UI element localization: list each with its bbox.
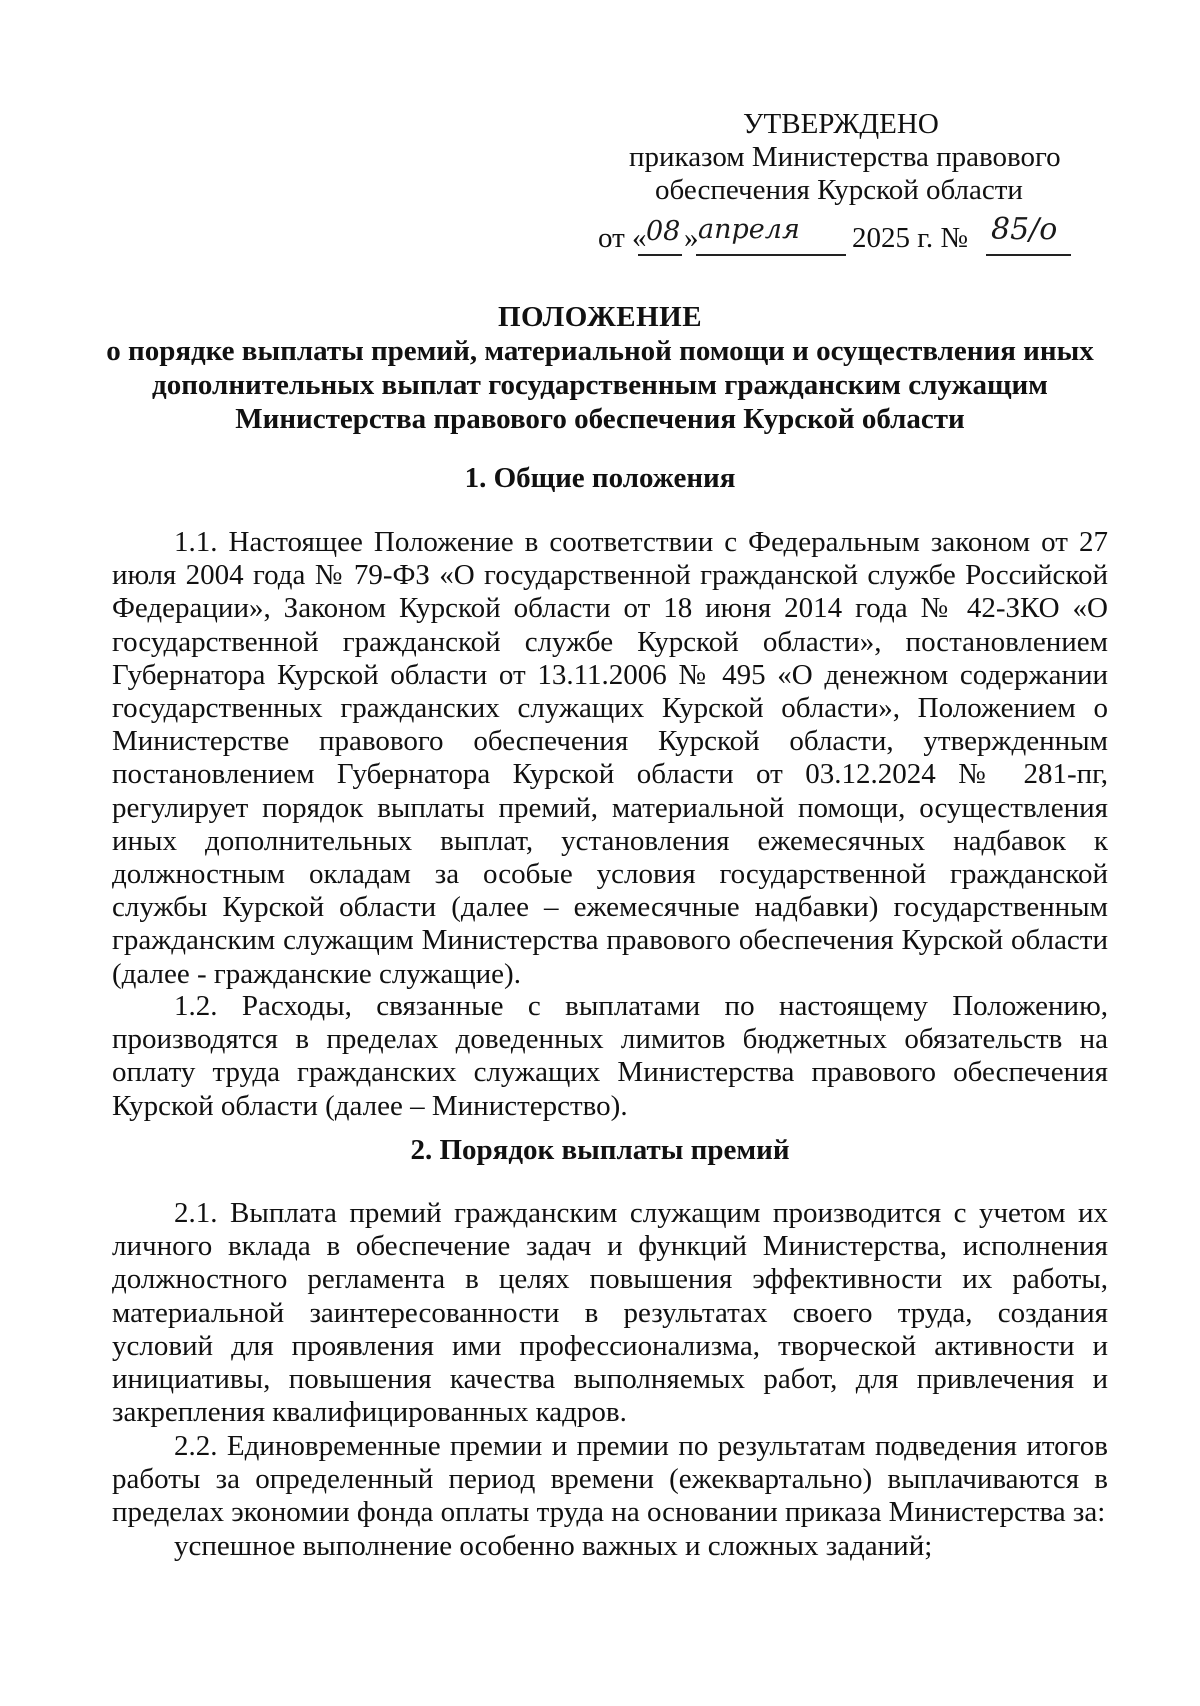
paragraph-2-1: 2.1. Выплата премий гражданским служащим производится с учетом их личного вклада в обеспечение задач и функций Министерства, исполнения должностного регламента в целях повышения эффективности их работы, материальной заинтересованности в результатах своего труда, создания условий для проявления ими профессионализма, творческой активности и инициативы, повышения качества выполняемых работ, для привлечения и закрепления квалифицированных кадров.: [112, 1197, 1108, 1429]
order-date-line: [598, 212, 1068, 262]
paragraph-2-2: 2.2. Единовременные премии и премии по результатам подведения итогов работы за определенный период времени (ежеквартально) выплачиваются в пределах экономии фонда оплаты труда на основании приказа Министерства за:: [112, 1430, 1108, 1529]
section-2-heading: 2. Порядок выплаты премий: [410, 1134, 790, 1166]
document-subtitle-line-1: о порядке выплаты премий, материальной помощи и осуществления иных: [106, 335, 1094, 367]
document-title-block: [60, 300, 1140, 436]
order-year-text: 2025 г. №: [852, 222, 969, 254]
paragraph-1-1: 1.1. Настоящее Положение в соответствии с Федеральным законом от 27 июля 2004 года № 79-ФЗ «О государственной гражданской службе Российской Федерации», Законом Курской области от 18 июня 2014 года № 42-ЗКО «О государственной гражданской службе Курской области», постановлением Губернатора Курской области от 13.11.2006 № 495 «О денежном содержании государственных гражданских служащих Курской области», Положением о Министерстве правового обеспечения Курской области, утвержденным постановлением Губернатора Курской области от 03.12.2024 № 281-пг, регулирует порядок выплаты премий, материальной помощи, осуществления иных дополнительных выплат, установления ежемесячных надбавок к должностным окладам за особые условия государственной гражданской службы Курской области (далее – ежемесячные надбавки) государственным гражданским служащим Министерства правового обеспечения Курской области (далее - гражданские служащие).: [112, 526, 1108, 990]
order-day-underline: [638, 254, 682, 256]
approval-line-2: обеспечения Курской области: [655, 174, 1023, 206]
paragraph-2-2-item-1: успешное выполнение особенно важных и сложных заданий;: [174, 1530, 933, 1562]
order-month-handwritten: апреля: [698, 214, 800, 245]
order-month-underline: [696, 254, 846, 256]
approval-title: УТВЕРЖДЕНО: [743, 108, 939, 140]
document-title: ПОЛОЖЕНИЕ: [497, 301, 703, 333]
section-1-heading: 1. Общие положения: [464, 462, 736, 494]
order-prefix: от «: [598, 222, 647, 254]
document-subtitle-line-2: дополнительных выплат государственным гражданским служащим: [152, 369, 1048, 401]
order-day-handwritten: 08: [646, 216, 681, 247]
order-number-handwritten: 85/о: [991, 212, 1058, 247]
document-subtitle-line-3: Министерства правового обеспечения Курской области: [235, 403, 965, 435]
approval-line-1: приказом Министерства правового: [629, 141, 1061, 173]
paragraph-1-2: 1.2. Расходы, связанные с выплатами по настоящему Положению, производятся в пределах доведенных лимитов бюджетных обязательств на оплату труда гражданских служащих Министерства правового обеспечения Курской области (далее – Министерство).: [112, 990, 1108, 1122]
order-quote-close: »: [684, 222, 699, 254]
order-number-underline: [986, 254, 1071, 256]
